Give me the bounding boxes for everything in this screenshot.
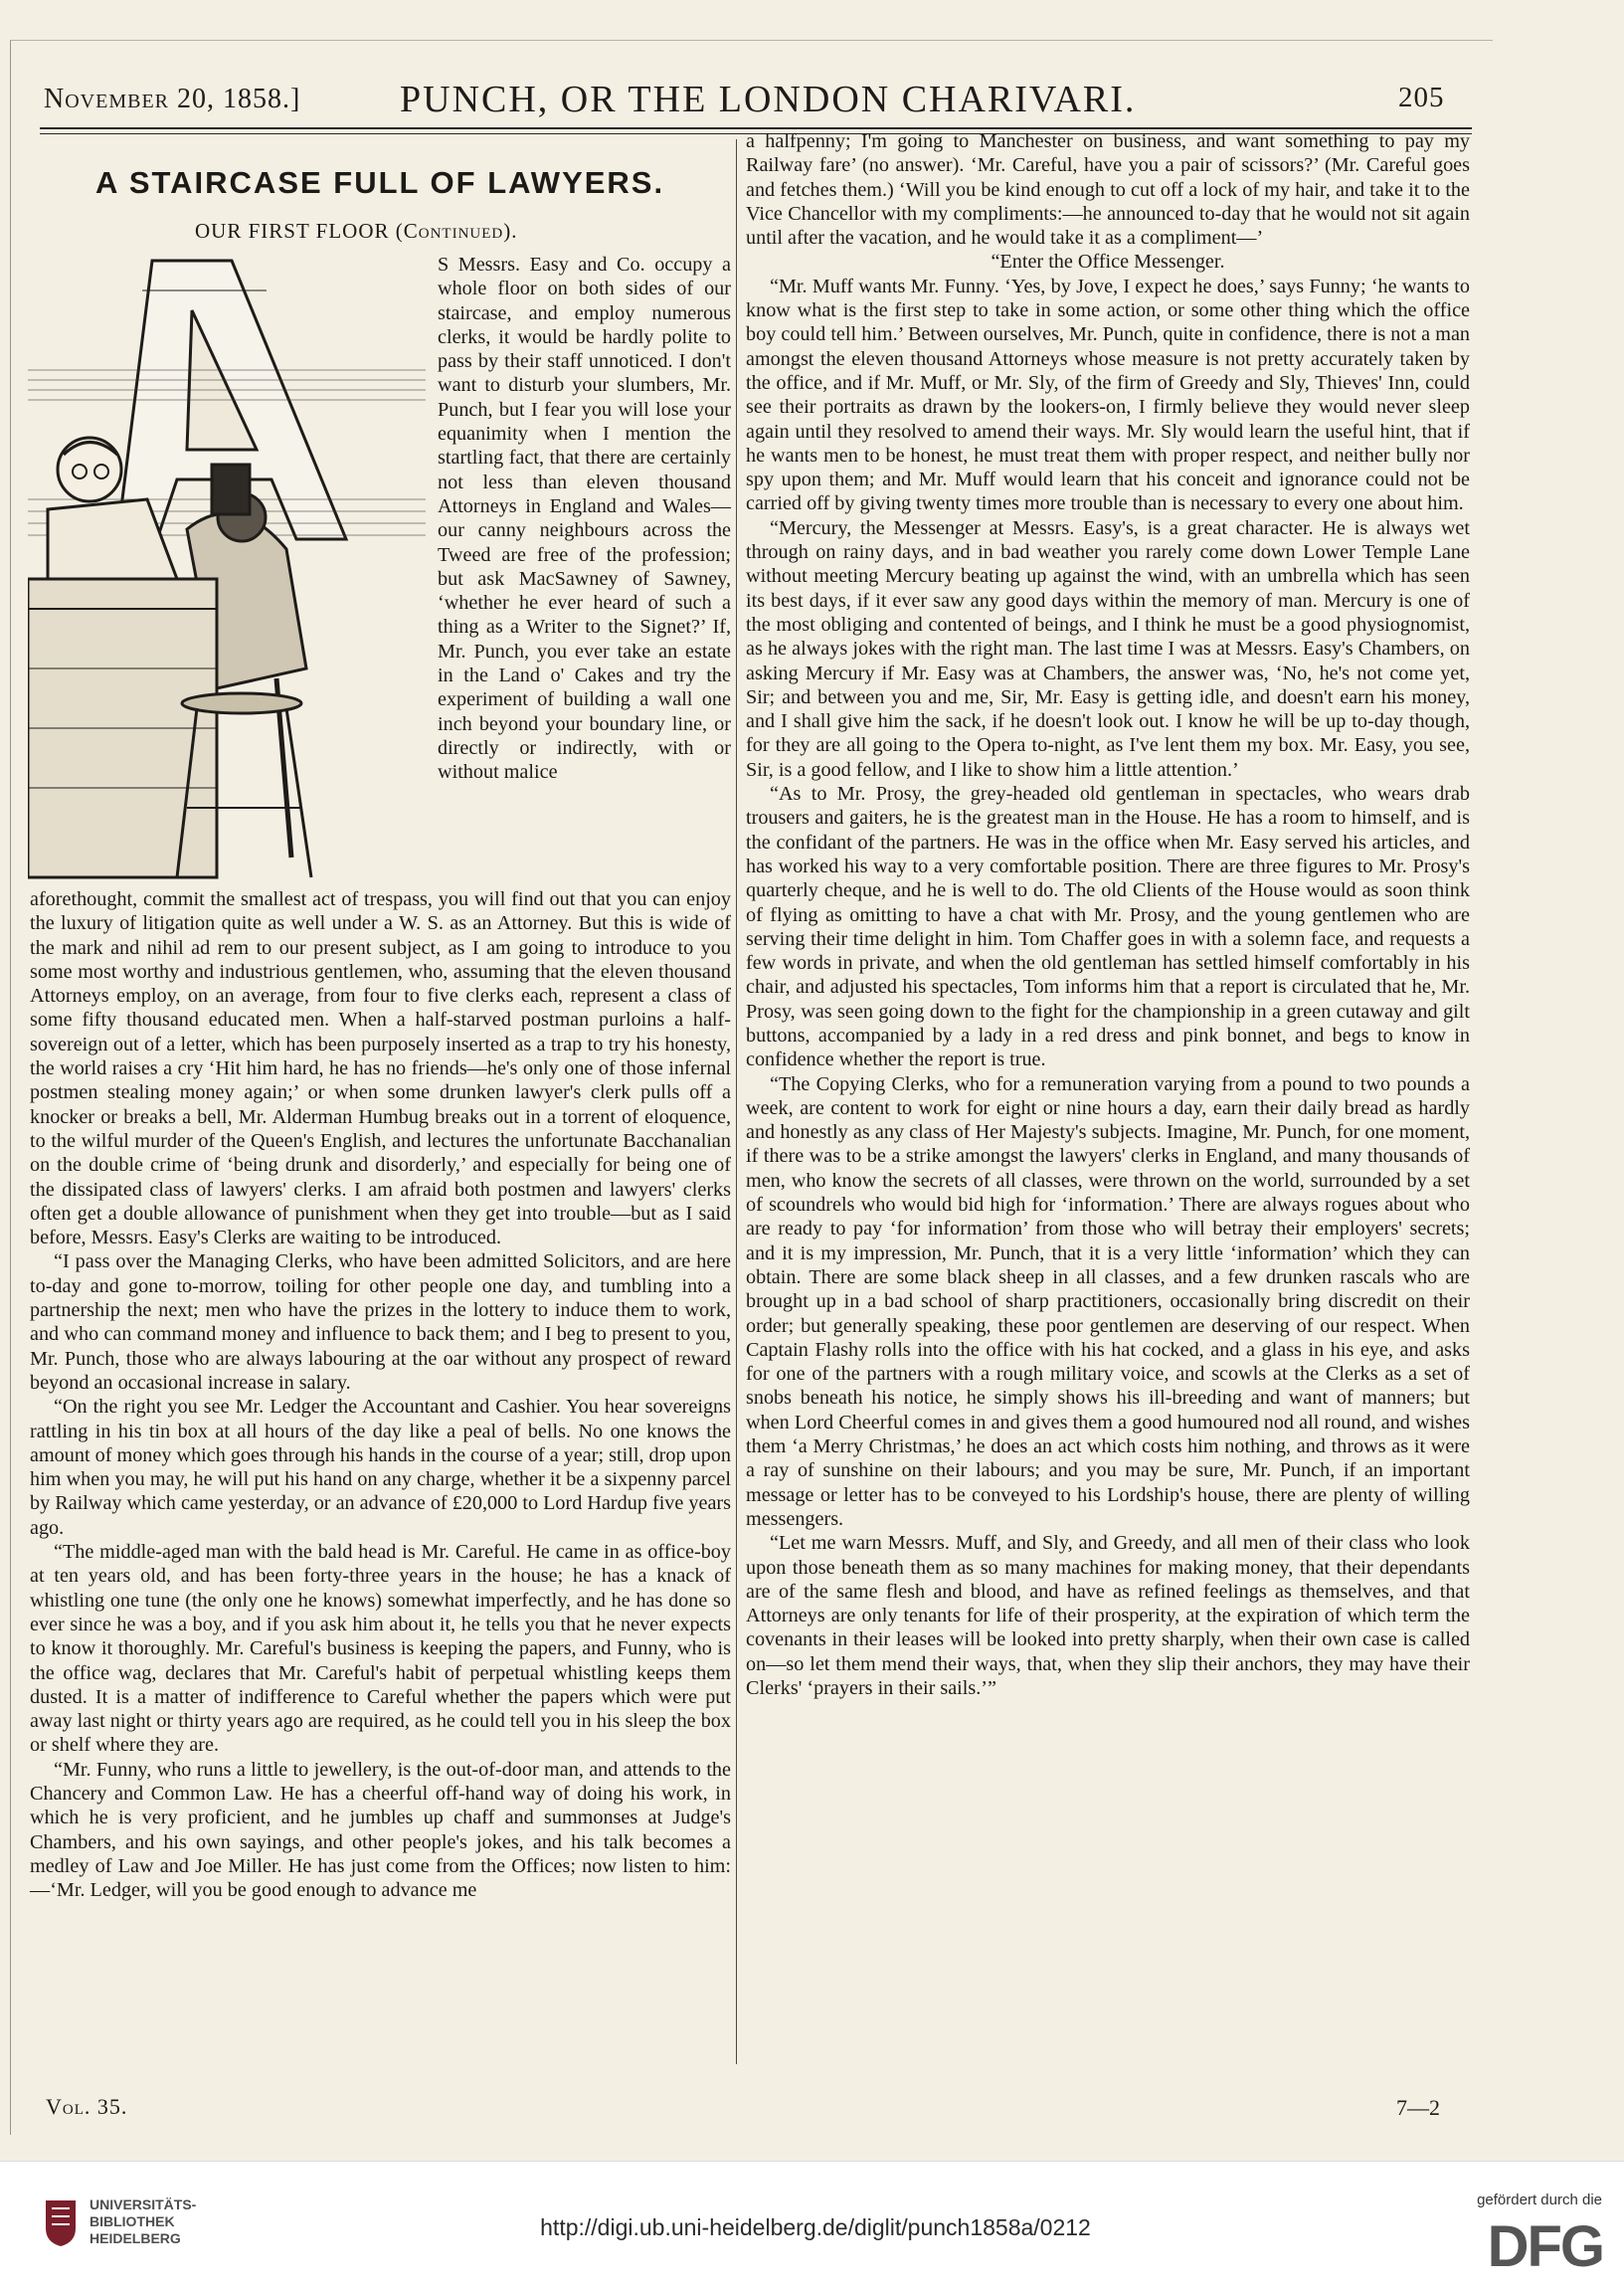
left-column bbox=[30, 887, 731, 1902]
masthead-title: PUNCH, OR THE LONDON CHARIVARI. bbox=[400, 79, 1137, 120]
paragraph: “Mercury, the Messenger at Messrs. Easy's, is a great character. He is always wet through on rainy days, and in bad weather you rarely come down Lower Temple Lane without meeting Mercury beating up against the wind, with an umbrella which has seen its best days, if it ever saw any good days within the memory of man. Mercury is one of the most obliging and contented of beings, and I think he must be a good physiognomist, as he always jokes with the right man. The last time I was at Messrs. Easy's Chambers, on asking Mercury if Mr. Easy was at Chambers, the answer was, ‘No, he's not come yet, Sir; and between you and me, Sir, Mr. Easy is getting idle, and doesn't earn his money, and I shall give him the sack, if he doesn't look out. I know he will be up to-day though, for they are all going to the Opera to-night, as I've lent them my box. Mr. Easy, you see, Sir, is a good fellow, and I like to show him a little attention.’ bbox=[746, 516, 1470, 781]
paragraph: “Mr. Muff wants Mr. Funny. ‘Yes, by Jove, I expect he does,’ says Funny; ‘he wants to know what is the first step to take in some action, or some other thing which the office boy could tell him.’ Between ourselves, Mr. Punch, quite in confidence, there is not a man amongst the eleven thousand Attorneys whose measure is not pretty accurately taken by the office, and if Mr. Muff, or Mr. Sly, of the firm of Greedy and Sly, Thieves' Inn, could see their portraits as drawn by the lookers-on, I firmly believe they would never sleep again until they resolved to amend their ways. Mr. Sly would learn the useful hint, that if he wants men to be honest, he must treat them with proper respect, and neither bully nor spy upon them; and Mr. Muff would learn that his conceit and ignorance could not be carried off by giving twenty times more trouble than is necessary to every one about him. bbox=[746, 275, 1470, 515]
paragraph: “I pass over the Managing Clerks, who have been admitted Solicitors, and are here to-day and gone to-morrow, toiling for other people one day, and tumbling into a partnership the next; men who have the prizes in the lottery to induce them to work, and who can command money and influence to back them; and I beg to present to you, Mr. Punch, those who are always labouring at the oar without any prospect of reward beyond an occasional increase in salary. bbox=[30, 1250, 731, 1394]
signature-mark: 7—2 bbox=[1396, 2095, 1440, 2120]
paragraph: “Mr. Funny, who runs a little to jewellery, is the out-of-door man, and attends to the Chancery and Common Law. He has a cheerful off-hand way of doing his work, in which he is very proficient, and he jumbles up chaff and summonses at Judge's Chambers, and his own sayings, and other people's jokes, and his talk becomes a medley of Law and Joe Miller. He has just come from the Offices; now listen to him:—‘Mr. Ledger, will you be good enough to advance me bbox=[30, 1758, 731, 1902]
funder-label: gefördert durch die bbox=[1477, 2192, 1602, 2208]
paragraph: “On the right you see Mr. Ledger the Accountant and Cashier. You hear sovereigns rattling in his tin box at all hours of the day like a peal of bells. No one knows the amount of money which goes through his hands in the course of a year; still, drop upon him when you may, he will put his hand on any charge, whether it be a sixpenny parcel by Railway which came yesterday, or an advance of £20,000 to Lord Hardup five years ago. bbox=[30, 1396, 732, 1539]
opening-paragraph: S Messrs. Easy and Co. occupy a whole floor on both sides of our staircase, and employ numerous clerks, it would be hardly polite to pass by their staff unnoticed. I don't want to disturb your slumbers, Mr. Punch, but I fear you will lose your equanimity when I mention the startling fact, that there are certainly not less than eleven thousand Attorneys in England and Wales—our canny neighbours across the Tweed are free of the profession; but ask MacSawney of Sawney, ‘whether he ever heard of such a thing as a Writer to the Signet?’ If, Mr. Punch, you ever take an estate in the Land o' Cakes and try the experiment of building a wall one inch beyond your boundary line, or directly or indirectly, with or without malice bbox=[438, 254, 731, 784]
institution-name bbox=[90, 2196, 269, 2247]
institution-line: UNIVERSITÄTS- bbox=[90, 2196, 197, 2212]
page-number: 205 bbox=[1398, 82, 1445, 113]
subtitle-main: OUR FIRST FLOOR bbox=[195, 219, 396, 243]
article-title: A STAIRCASE FULL OF LAWYERS. bbox=[95, 165, 665, 200]
dfg-logo: DFG bbox=[1487, 2214, 1603, 2279]
paragraph: “The Copying Clerks, who for a remuneration varying from a pound to two pounds a week, are content to work for eight or nine hours a day, earn their daily bread as hardly and honestly as any class of Her Majesty's subjects. Imagine, Mr. Punch, for one moment, if there was to be a strike amongst the lawyers' clerks in England, and many thousands of men, who know the secrets of all classes, were thrown on the world, surrounded by a set of scoundrels who would bid high for ‘information.’ There are always rogues about who are ready to pay ‘for information’ from those who will betray their employers' secrets; and it is my impression, Mr. Punch, that it is a very little ‘information’ which they can obtain. There are some black sheep in all classes, and a few drunken rascals who are brought up in a bad school of sharp practitioners, occasionally bring discredit on their order; but generally speaking, these poor gentlemen are deserving of our respect. When Captain Flashy rolls into the office with his hat cocked, and a glass in his eye, and asks for one of the partners with a rough military voice, and scowls at the Clerks as a set of snobs beneath his notice, he simply shows his ill-breeding and want of manners; but when Lord Cheerful comes in and gives them a good humoured nod all round, and wishes them ‘a Merry Christmas,’ he does an act which costs him nothing, and throws as it were a ray of sunshine on their labours; and you may be sure, Mr. Punch, if an important message or letter has to be conveyed to his Lordship's house, there are plenty of willing messengers. bbox=[746, 1072, 1470, 1530]
paragraph: “The middle-aged man with the bald head is Mr. Careful. He came in as office-boy at ten years old, and has been forty-three years in the house; he has a knack of whistling one tune (the only one he knows) somewhat imperfectly, and he has done so ever since he was a boy, and if you ask him about it, he tells you that he never expects to know it thoroughly. Mr. Careful's business is keeping the papers, and Funny, who is the office wag, declares that Mr. Careful's habit of perpetual whistling keeps them dusted. It is a matter of indifference to Careful whether the papers which were put away last night or thirty years ago are required, as he could tell you in his sleep the box or shelf where they are. bbox=[30, 1541, 731, 1757]
paragraph: a halfpenny; I'm going to Manchester on business, and want something to pay my Railway fare’ (no answer). ‘Mr. Careful, have you a pair of scissors?’ (Mr. Careful goes and fetches them.) ‘Will you be kind enough to cut off a lock of my hair, and take it to the Vice Chancellor with my compliments:—he announced to-day that he would not sit again until after the vacation, and he would take it as a compliment—’ bbox=[746, 130, 1470, 250]
volume-label: Vol. 35. bbox=[46, 2094, 128, 2119]
institution-line: BIBLIOTHEK bbox=[90, 2213, 175, 2229]
institution-line: HEIDELBERG bbox=[90, 2230, 181, 2246]
paragraph: “Let me warn Messrs. Muff, and Sly, and Greedy, and all men of their class who look upon those beneath them as so many machines for making money, that their dependants are of the same flesh and blood, and have as refined feelings as themselves, and that Attorneys are only tenants for life of their prosperity, at the expiration of which term the covenants in their leases will be looked into pretty sharply, when their own case is called on—so let them mend their ways, that, when they slip their anchors, they may have their Clerks' ‘prayers in their sails.’” bbox=[746, 1532, 1470, 1699]
article-subtitle bbox=[195, 219, 593, 244]
initial-letter-illustration bbox=[28, 251, 426, 882]
source-url-link[interactable]: http://digi.ub.uni-heidelberg.de/diglit/punch1858a/0212 bbox=[540, 2214, 1091, 2240]
subtitle-continued: (Continued). bbox=[395, 219, 518, 243]
issue-date: November 20, 1858.] bbox=[44, 84, 301, 114]
wrap-paragraph bbox=[438, 253, 731, 785]
column-divider bbox=[736, 139, 737, 2064]
university-seal-icon bbox=[44, 2198, 78, 2248]
paragraph: aforethought, commit the smallest act of trespass, you will find out that you can enjoy the luxury of litigation quite as well under a W. S. as an Attorney. But this is wide of the mark and nihil ad rem to our present subject, as I am going to introduce to you some most worthy and industrious gentlemen, who, assuming that the eleven thousand Attorneys employ, on an average, from four to five clerks each, represent a class of some fifty thousand educated men. When a half-starved postman purloins a half-sovereign out of a letter, which has been purposely inserted as a trap to try his honesty, the world raises a cry ‘Hit him hard, he has no friends—he's only one of those infernal postmen stealing money again;’ or when some drunken lawyer's clerk pulls off a knocker or breaks a bell, Mr. Alderman Humbug breaks out in a torrent of eloquence, to the wilful murder of the Queen's English, and lectures the unfortunate Bacchanalian on the double crime of ‘being drunk and disorderly,’ and especially for being one of the dissipated class of lawyers' clerks. I am afraid both postmen and lawyers' clerks often get a double allowance of punishment when they get into trouble—but as I said before, Messrs. Easy's Clerks are waiting to be introduced. bbox=[30, 888, 731, 1249]
right-column bbox=[746, 129, 1470, 1700]
stage-direction: “Enter the Office Messenger. bbox=[991, 251, 1225, 274]
paragraph: “As to Mr. Prosy, the grey-headed old gentleman in spectacles, who wears drab trousers and gaiters, he is the greatest man in the House. He has a room to himself, and is the confidant of the partners. He was in the office when Mr. Easy served his articles, and has worked his way to a very comfortable position. There are three figures to Mr. Prosy's quarterly cheque, and he is well to do. The old Clients of the House would as soon think of flying as omitting to have a chat with Mr. Prosy, and the young gentlemen who are serving their time delight in him. Tom Chaffer goes in with a solemn face, and requests a few words in private, and when the old gentleman has settled himself comfortably in his chair, and adjusted his spectacles, Tom informs him that a report is circulated that he, Mr. Prosy, was seen going down to the fight for the championship in a green cutaway and gilt buttons, accompanied by a lady in a red dress and pink bonnet, and begs to know in confidence whether the report is true. bbox=[746, 783, 1470, 1071]
